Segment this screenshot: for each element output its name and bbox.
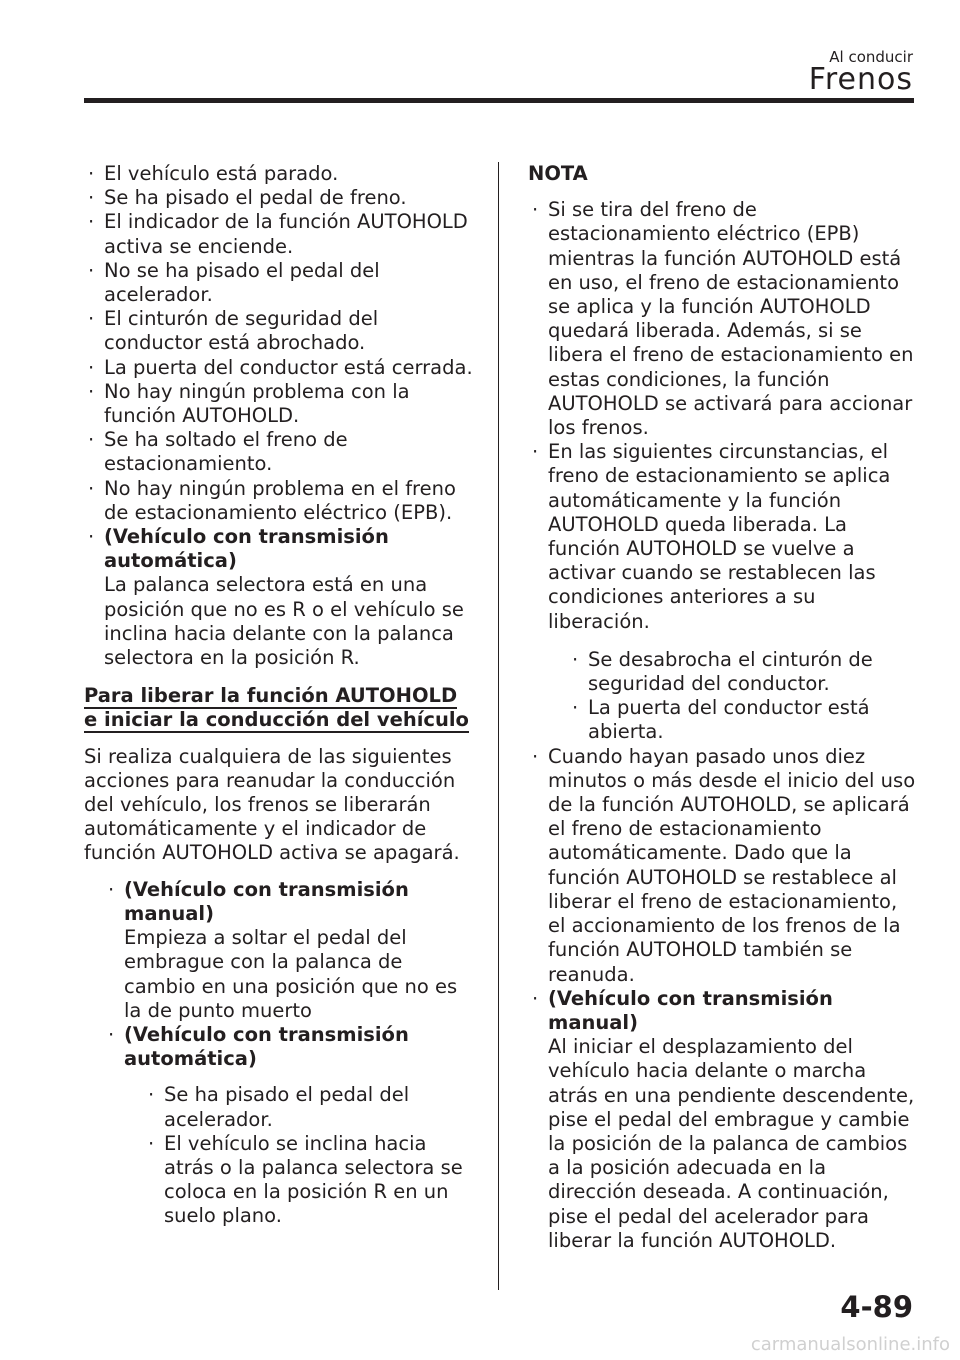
- page-number: 4-89: [840, 1290, 913, 1324]
- note-sub-item: · Se desabrocha el cinturón de seguridad del conductor.: [568, 648, 920, 696]
- automatic-transmission-label-2: · (Vehículo con transmisión automática): [124, 1022, 409, 1071]
- section-label: Al conducir: [829, 48, 913, 66]
- page-title: Frenos: [808, 62, 913, 97]
- release-list: [84, 878, 476, 1229]
- condition-item: · El cinturón de seguridad del conductor está abrochado.: [84, 307, 476, 355]
- release-item-automatic: [104, 1023, 476, 1229]
- note-item: [528, 440, 920, 744]
- manual-transmission-text: Empieza a soltar el pedal del embrague con la palanca de cambio en una posición que no es la de punto muerto: [124, 926, 458, 1022]
- condition-item: · No se ha pisado el pedal del acelerador.: [84, 259, 476, 307]
- condition-item: · Se ha soltado el freno de estacionamiento.: [84, 428, 476, 476]
- automatic-sub-list: [124, 1083, 476, 1228]
- left-column: [84, 162, 476, 1229]
- condition-item: · La puerta del conductor está cerrada.: [84, 356, 476, 380]
- condition-list: [84, 162, 476, 670]
- automatic-sub-item: · Se ha pisado el pedal del acelerador.: [144, 1083, 476, 1131]
- condition-item: · Se ha pisado el pedal de freno.: [84, 186, 476, 210]
- note-list: [528, 198, 920, 1253]
- condition-item: · No hay ningún problema en el freno de estacionamiento eléctrico (EPB).: [84, 477, 476, 525]
- note-item: · Cuando hayan pasado unos diez minutos o más desde el inicio del uso de la función AUTOHOLD, se aplicará el freno de estacionamiento automáticamente. Dado que la función AUTOHOLD se restablece al liberar el freno de estacionamiento, el accionamiento de los frenos de la función AUTOHOLD también se reanuda.: [528, 745, 920, 987]
- condition-item-automatic: [84, 525, 476, 670]
- note-item-text: · En las siguientes circunstancias, el freno de estacionamiento se aplica automáticamente y la función AUTOHOLD queda liberada. La función AUTOHOLD se vuelve a activar cuando se restablecen las condiciones anteriores a su liberación.: [548, 440, 891, 633]
- note-title: NOTA: [528, 162, 588, 185]
- automatic-sub-item: · El vehículo se inclina hacia atrás o la palanca selectora se coloca en la posición R en un suelo plano.: [144, 1132, 476, 1229]
- release-item-manual: [104, 878, 476, 1023]
- watermark: carmanualsonline.info: [750, 1334, 950, 1355]
- automatic-transmission-text: La palanca selectora está en una posición que no es R o el vehículo se inclina hacia delante con la palanca selectora en la posición R.: [104, 573, 464, 670]
- condition-item: · El vehículo está parado.: [84, 162, 476, 186]
- column-divider: [498, 162, 499, 1290]
- release-intro: Si realiza cualquiera de las siguientes acciones para reanudar la conducción del vehículo, los frenos se liberarán automáticamente y el indicador de función AUTOHOLD activa se apagará.: [84, 744, 460, 865]
- manual-transmission-text-2: Al iniciar el desplazamiento del vehículo hacia delante o marcha atrás en una pendiente descendente, pise el pedal del embrague y cambie la posición de la palanca de cambios a la posición adecuada en la dirección deseada. A continuación, pise el pedal del acelerador para liberar la función AUTOHOLD.: [548, 1035, 915, 1252]
- release-heading: Para liberar la función AUTOHOLD e iniciar la conducción del vehículo: [84, 684, 469, 732]
- note-sub-item: · La puerta del conductor está abierta.: [568, 696, 920, 744]
- condition-item: · El indicador de la función AUTOHOLD activa se enciende.: [84, 210, 476, 258]
- note-item: · Si se tira del freno de estacionamiento eléctrico (EPB) mientras la función AUTOHOLD está en uso, el freno de estacionamiento se aplica y la función AUTOHOLD quedará liberada. Además, si se libera el freno de estacionamiento en estas condiciones, la función AUTOHOLD se activará para accionar los frenos.: [528, 198, 920, 440]
- condition-item: · No hay ningún problema con la función AUTOHOLD.: [84, 380, 476, 428]
- right-column: [528, 162, 920, 1253]
- header-rule: [84, 98, 914, 103]
- manual-transmission-label: · (Vehículo con transmisión manual): [124, 877, 409, 925]
- note-item-manual: [528, 987, 920, 1253]
- manual-transmission-label-2: · (Vehículo con transmisión manual): [548, 986, 833, 1034]
- automatic-transmission-label: · (Vehículo con transmisión automática): [104, 525, 389, 573]
- note-sub-list: [548, 648, 920, 745]
